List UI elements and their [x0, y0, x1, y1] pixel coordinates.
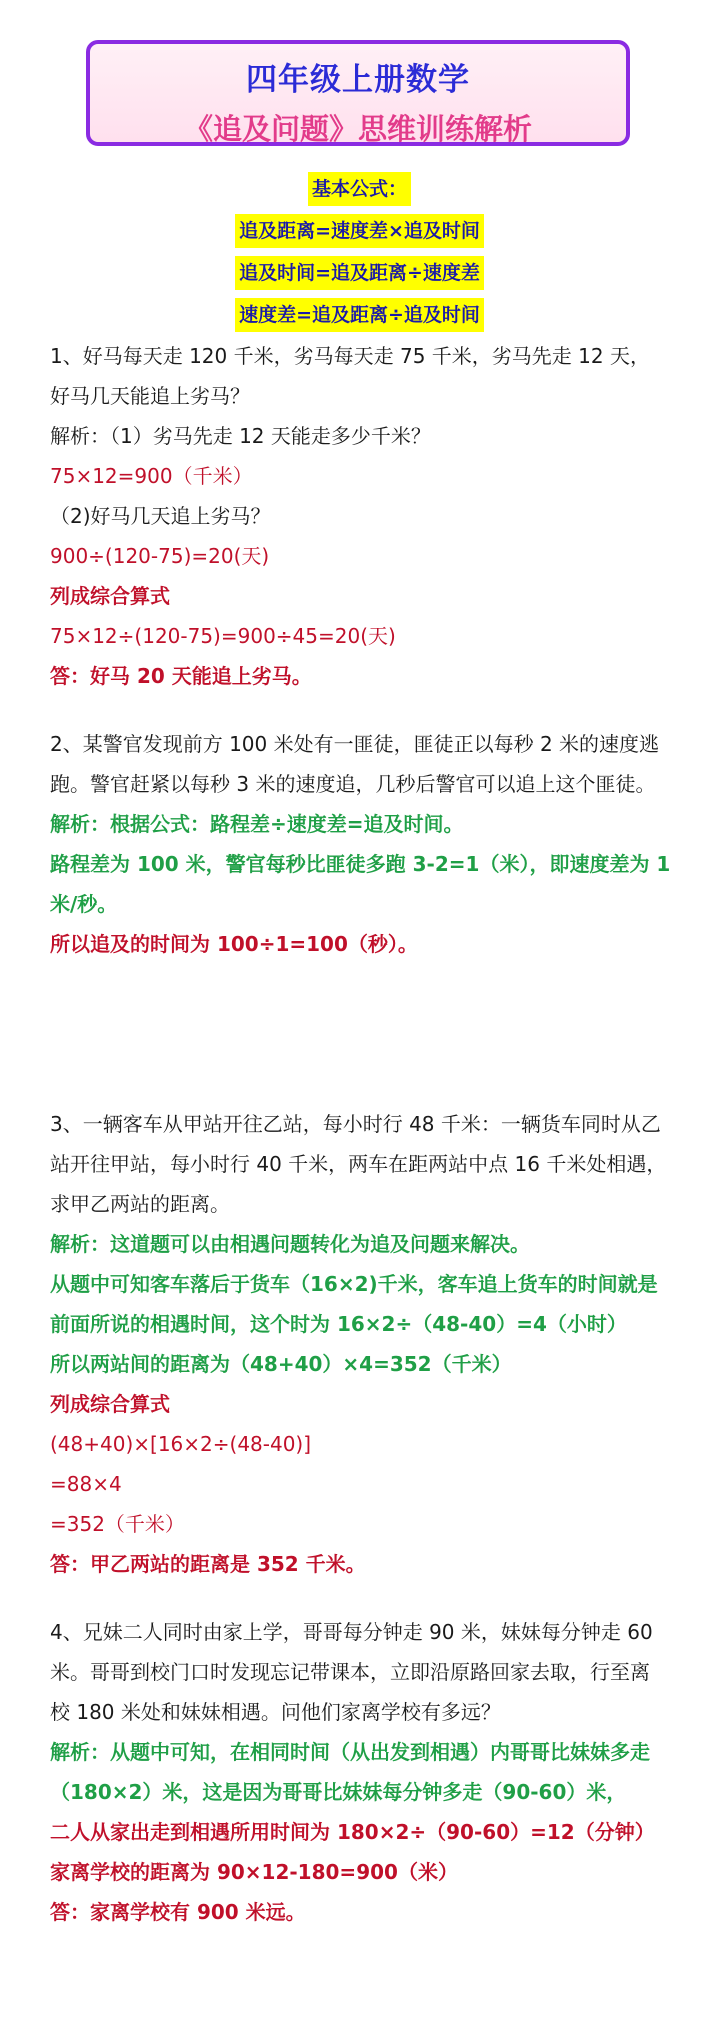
problem-3-step: 前面所说的相遇时间，这个时为 16×2÷（48-40）=4（小时） — [50, 1312, 627, 1336]
problem-2-analysis: 解析：根据公式：路程差÷速度差=追及时间。 — [50, 812, 464, 836]
problem-3-answer: 答：甲乙两站的距离是 352 千米。 — [50, 1552, 366, 1576]
problem-4-analysis: 解析：从题中可知，在相同时间（从出发到相遇）内哥哥比妹妹多走 — [50, 1740, 650, 1764]
problem-3-step: 所以两站间的距离为（48+40）×4=352（千米） — [50, 1352, 512, 1376]
problem-2-text: 跑。警官赶紧以每秒 3 米的速度追，几秒后警官可以追上这个匪徒。 — [50, 772, 656, 796]
problem-3-step: 从题中可知客车落后于货车（16×2)千米，客车追上货车的时间就是 — [50, 1272, 658, 1296]
problems — [50, 336, 690, 1932]
formula-section — [0, 172, 719, 340]
problem-4-text: 校 180 米处和妹妹相遇。问他们家离学校有多远？ — [50, 1700, 501, 1724]
problem-3-analysis: 解析：这道题可以由相遇问题转化为追及问题来解决。 — [50, 1232, 530, 1256]
problem-4-step: 家离学校的距离为 90×12-180=900（米） — [50, 1860, 458, 1884]
problem-3-combined-label: 列成综合算式 — [50, 1392, 170, 1416]
problem-4-answer: 答：家离学校有 900 米远。 — [50, 1900, 306, 1924]
problem-4-text: 米。哥哥到校门口时发现忘记带课本，立即沿原路回家去取，行至离 — [50, 1660, 650, 1684]
problem-3-combined: =352（千米） — [50, 1512, 185, 1536]
problem-1-subquestion: （2)好马几天追上劣马？ — [50, 504, 271, 528]
problem-4-text: 4、兄妹二人同时由家上学，哥哥每分钟走 90 米，妹妹每分钟走 60 — [50, 1620, 653, 1644]
problem-3-text: 求甲乙两站的距离。 — [50, 1192, 230, 1216]
formula-distance: 追及距离=速度差×追及时间 — [235, 214, 484, 248]
title-grade: 四年级上册数学 — [246, 62, 470, 98]
problem-3-combined: =88×4 — [50, 1472, 122, 1496]
problem-1-text: 好马几天能追上劣马？ — [50, 384, 250, 408]
title-banner — [86, 40, 630, 146]
problem-1-combined: 75×12÷(120-75)=900÷45=20(天) — [50, 624, 396, 648]
problem-1-text: 1、好马每天走 120 千米，劣马每天走 75 千米，劣马先走 12 天， — [50, 344, 650, 368]
problem-4-step: 二人从家出走到相遇所用时间为 180×2÷（90-60）=12（分钟） — [50, 1820, 655, 1844]
formula-header: 基本公式： — [308, 172, 411, 206]
problem-2-answer: 所以追及的时间为 100÷1=100（秒）。 — [50, 932, 418, 956]
problem-1-analysis: 解析：（1）劣马先走 12 天能走多少千米？ — [50, 424, 431, 448]
problem-2-step: 米/秒。 — [50, 892, 118, 916]
formula-speed: 速度差=追及距离÷追及时间 — [235, 298, 484, 332]
problem-1-answer: 答：好马 20 天能追上劣马。 — [50, 664, 312, 688]
problem-2-text: 2、某警官发现前方 100 米处有一匪徒，匪徒正以每秒 2 米的速度逃 — [50, 732, 660, 756]
problem-1-step: 75×12=900（千米） — [50, 464, 253, 488]
problem-2-step: 路程差为 100 米，警官每秒比匪徒多跑 3-2=1（米），即速度差为 1 — [50, 852, 671, 876]
problem-3-text: 3、一辆客车从甲站开往乙站，每小时行 48 千米：一辆货车同时从乙 — [50, 1112, 661, 1136]
formula-time: 追及时间=追及距离÷速度差 — [235, 256, 484, 290]
problem-4-step: （180×2）米，这是因为哥哥比妹妹每分钟多走（90-60）米， — [50, 1780, 627, 1804]
problem-1-combined-label: 列成综合算式 — [50, 584, 170, 608]
problem-3-text: 站开往甲站，每小时行 40 千米，两车在距两站中点 16 千米处相遇， — [50, 1152, 667, 1176]
problem-3-combined: (48+40)×[16×2÷(48-40)] — [50, 1432, 312, 1456]
problem-1-step: 900÷(120-75)=20(天) — [50, 544, 270, 568]
title-topic: 《追及问题》思维训练解析 — [183, 112, 532, 146]
